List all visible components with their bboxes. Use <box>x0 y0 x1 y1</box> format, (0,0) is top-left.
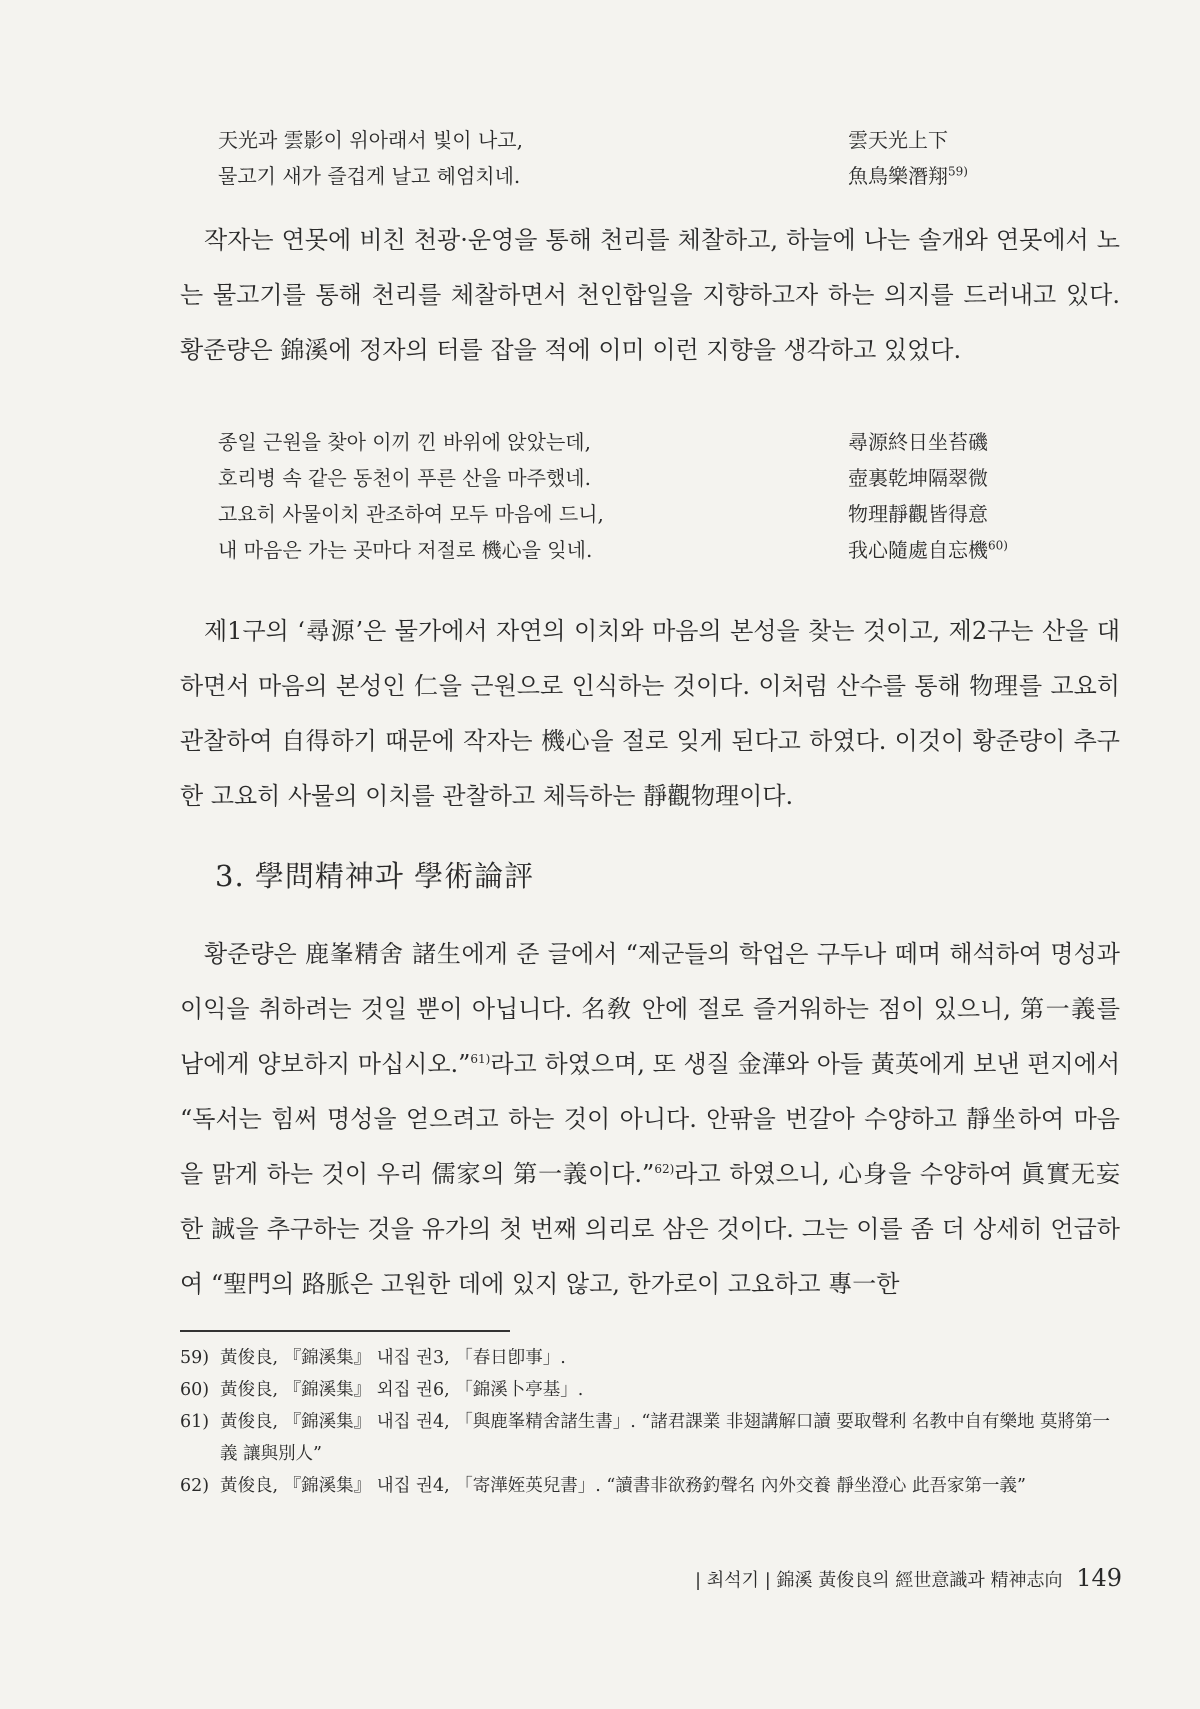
footnote-text: 黃俊良, 『錦溪集』 외집 권6, 「錦溪卜亭基」. <box>220 1380 584 1400</box>
running-head: | 최석기 | 錦溪 黃俊良의 經世意識과 精神志向 <box>695 1570 1063 1591</box>
poem-korean: 내 마음은 가는 곳마다 저절로 機心을 잊네. <box>218 538 593 562</box>
footnote-text: 黃俊良, 『錦溪集』 내집 권4, 「與鹿峯精舍諸生書」. “諸君課業 非翅講解口讀 要取聲利 名教中自有樂地 莫將第一義 讓與別人” <box>220 1412 1111 1464</box>
poem-2 <box>218 424 1138 568</box>
poem-hanja: 物理靜觀皆得意 <box>848 502 988 526</box>
footnote-number: 60) <box>180 1380 210 1400</box>
poem-hanja: 我心隨處自忘機$^{60)}$ <box>848 538 1008 562</box>
poem-korean: 종일 근원을 찾아 이끼 낀 바위에 앉았는데, <box>218 430 591 454</box>
footnote <box>180 1342 1120 1374</box>
poem-1 <box>218 122 1138 194</box>
footnote-text: 黃俊良, 『錦溪集』 내집 권4, 「寄澕姪英兒書」. “讀書非欲務釣聲名 內外交養 靜坐澄心 此吾家第一義” <box>220 1476 1026 1496</box>
footnote-number: 61) <box>180 1412 210 1432</box>
footnote-ref: 61) <box>470 1052 491 1066</box>
footnote-divider <box>180 1330 510 1332</box>
poem-korean: 물고기 새가 즐겁게 날고 헤엄치네. <box>218 164 521 188</box>
paragraph-3: 황준량은 鹿峯精舍 諸生에게 준 글에서 “제군들의 학업은 구두나 떼며 해석하여 명성과 이익을 취하려는 것일 뿐이 아닙니다. 名敎 안에 절로 즐거워하는 점이 있으니, 第一義를 남에게 양보하지 마십시오.”$^{61)}$라고 하였으며, 또 생질 金澕와 아들 黃英에게 보낸 편지에서 “독서는 힘써 명성을 얻으려고 하는 것이 아니다. 안팎을 번갈아 수양하고 靜坐하여 마음을 맑게 하는 것이 우리 儒家의 第一義이다.”$^{62)}$라고 하였으니, 心身을 수양하여 眞實无妄한 誠을 추구하는 것을 유가의 첫 번째 의리로 삼은 것이다. 그는 이를 좀 더 상세히 언급하여 “聖門의 路脈은 고원한 데에 있지 않고, 한가로이 고요하고 專一한 <box>180 940 1120 1298</box>
footnote-ref: 60) <box>988 538 1008 553</box>
poem-hanja: 魚鳥樂潛翔$^{59)}$ <box>848 164 968 188</box>
poem-korean: 호리병 속 같은 동천이 푸른 산을 마주했네. <box>218 466 591 490</box>
footnote <box>180 1406 1120 1470</box>
section-heading: 3. 學問精神과 學術論評 <box>215 859 535 893</box>
poem-line <box>218 460 1138 496</box>
poem-line <box>218 158 1138 194</box>
paragraph-2: 제1구의 ‘尋源’은 물가에서 자연의 이치와 마음의 본성을 찾는 것이고, 제2구는 산을 대하면서 마음의 본성인 仁을 근원으로 인식하는 것이다. 이처럼 산수를 통해 物理를 고요히 관찰하여 自得하기 때문에 작자는 機心을 절로 잊게 된다고 하였다. 이것이 황준량이 추구한 고요히 사물의 이치를 관찰하고 체득하는 靜觀物理이다. <box>180 617 1120 810</box>
poem-line <box>218 496 1138 532</box>
poem-line <box>218 532 1138 568</box>
poem-hanja: 壺裏乾坤隔翠微 <box>848 466 988 490</box>
poem-line <box>218 122 1138 158</box>
poem-hanja: 尋源終日坐苔磯 <box>848 430 988 454</box>
footnote <box>180 1374 1120 1406</box>
poem-hanja: 雲天光上下 <box>848 128 948 152</box>
poem-korean: 고요히 사물이치 관조하여 모두 마음에 드니, <box>218 502 604 526</box>
footnote-text: 黃俊良, 『錦溪集』 내집 권3, 「春日卽事」. <box>220 1348 566 1368</box>
footnote-ref: 59) <box>948 164 968 179</box>
footnote-ref: 62) <box>654 1162 675 1176</box>
footnote-number: 62) <box>180 1476 210 1496</box>
page-number: 149 <box>1076 1564 1122 1592</box>
poem-korean: 天光과 雲影이 위아래서 빛이 나고, <box>218 128 523 152</box>
footnote <box>180 1470 1120 1502</box>
poem-line <box>218 424 1138 460</box>
page-footer <box>695 1564 1122 1592</box>
paragraph-1: 작자는 연못에 비친 천광·운영을 통해 천리를 체찰하고, 하늘에 나는 솔개와 연못에서 노는 물고기를 통해 천리를 체찰하면서 천인합일을 지향하고자 하는 의지를 드러내고 있다. 황준량은 錦溪에 정자의 터를 잡을 적에 이미 이런 지향을 생각하고 있었다. <box>180 226 1120 364</box>
footnotes <box>180 1342 1120 1502</box>
footnote-number: 59) <box>180 1348 210 1368</box>
